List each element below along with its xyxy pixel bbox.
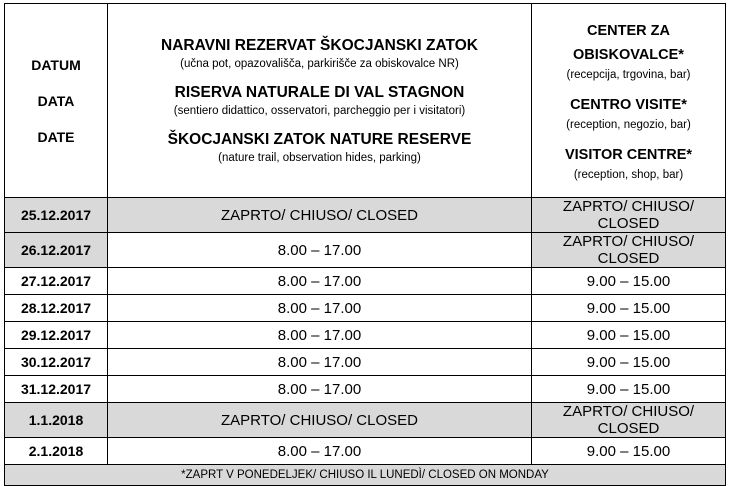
- footer-note: *ZAPRT V PONEDELJEK/ CHIUSO IL LUNEDÌ/ CLOSED ON MONDAY: [5, 465, 726, 486]
- center-title-sl-line2: OBISKOVALCE*: [573, 46, 684, 63]
- reserve-hours-cell: 8.00 – 17.00: [108, 438, 532, 465]
- center-hours-cell: 9.00 – 15.00: [532, 268, 726, 295]
- date-cell: 2.1.2018: [5, 438, 108, 465]
- center-subtitle-en: (reception, shop, bar): [573, 168, 684, 181]
- reserve-hours-cell: 8.00 – 17.00: [108, 322, 532, 349]
- date-cell: 26.12.2017: [5, 233, 108, 268]
- reserve-hours-cell: 8.00 – 17.00: [108, 295, 532, 322]
- center-column-header: [532, 4, 726, 198]
- reserve-hours-cell: ZAPRTO/ CHIUSO/ CLOSED: [108, 198, 532, 233]
- table-row: [5, 376, 726, 403]
- date-cell: 29.12.2017: [5, 322, 108, 349]
- date-cell: 27.12.2017: [5, 268, 108, 295]
- center-hours-cell: 9.00 – 15.00: [532, 376, 726, 403]
- center-hours-cell: 9.00 – 15.00: [532, 438, 726, 465]
- reserve-title-sl: NARAVNI REZERVAT ŠKOCJANSKI ZATOK: [161, 36, 478, 54]
- center-hours-cell: ZAPRTO/ CHIUSO/ CLOSED: [532, 233, 726, 268]
- date-column-header: [5, 4, 108, 198]
- date-cell: 25.12.2017: [5, 198, 108, 233]
- reserve-title-en: ŠKOCJANSKI ZATOK NATURE RESERVE: [167, 130, 472, 148]
- table-row: [5, 403, 726, 438]
- table-row: [5, 322, 726, 349]
- reserve-column-header: [108, 4, 532, 198]
- center-title-sl-line1: CENTER ZA: [587, 22, 670, 39]
- table-row: [5, 349, 726, 376]
- center-hours-cell: ZAPRTO/ CHIUSO/ CLOSED: [532, 403, 726, 438]
- center-header-sl: [532, 19, 725, 83]
- center-hours-cell: ZAPRTO/ CHIUSO/ CLOSED: [532, 198, 726, 233]
- reserve-hours-cell: 8.00 – 17.00: [108, 349, 532, 376]
- reserve-header-it: [108, 83, 531, 119]
- center-hours-cell: 9.00 – 15.00: [532, 322, 726, 349]
- table-row: [5, 233, 726, 268]
- reserve-header-sl: [108, 36, 531, 72]
- table-row: [5, 438, 726, 465]
- opening-hours-table: [4, 3, 726, 486]
- center-header-en: [532, 143, 725, 183]
- date-cell: 28.12.2017: [5, 295, 108, 322]
- table-row: [5, 198, 726, 233]
- header-row: [5, 4, 726, 198]
- reserve-subtitle-sl: (učna pot, opazovališča, parkirišče za obiskovalce NR): [180, 57, 459, 70]
- reserve-title-it: RISERVA NATURALE DI VAL STAGNON: [174, 83, 465, 101]
- reserve-header-en: [108, 130, 531, 166]
- reserve-hours-cell: 8.00 – 17.00: [108, 376, 532, 403]
- center-title-it: CENTRO VISITE*: [570, 96, 687, 113]
- center-hours-cell: 9.00 – 15.00: [532, 349, 726, 376]
- center-hours-cell: 9.00 – 15.00: [532, 295, 726, 322]
- center-header-it: [532, 93, 725, 133]
- date-cell: 1.1.2018: [5, 403, 108, 438]
- date-cell: 31.12.2017: [5, 376, 108, 403]
- center-subtitle-it: (reception, negozio, bar): [566, 118, 691, 131]
- reserve-hours-cell: 8.00 – 17.00: [108, 268, 532, 295]
- date-cell: 30.12.2017: [5, 349, 108, 376]
- date-header-it: DATA: [37, 92, 75, 109]
- table-row: [5, 295, 726, 322]
- center-title-en: VISITOR CENTRE*: [564, 146, 693, 163]
- reserve-subtitle-it: (sentiero didattico, osservatori, parcheggio per i visitatori): [173, 104, 466, 117]
- footer-row: [5, 465, 726, 486]
- reserve-subtitle-en: (nature trail, observation hides, parking): [218, 151, 421, 164]
- date-header-sl: DATUM: [31, 56, 81, 73]
- table-row: [5, 268, 726, 295]
- date-header-en: DATE: [37, 128, 75, 145]
- reserve-hours-cell: 8.00 – 17.00: [108, 233, 532, 268]
- center-subtitle-sl: (recepcija, trgovina, bar): [566, 68, 691, 81]
- reserve-hours-cell: ZAPRTO/ CHIUSO/ CLOSED: [108, 403, 532, 438]
